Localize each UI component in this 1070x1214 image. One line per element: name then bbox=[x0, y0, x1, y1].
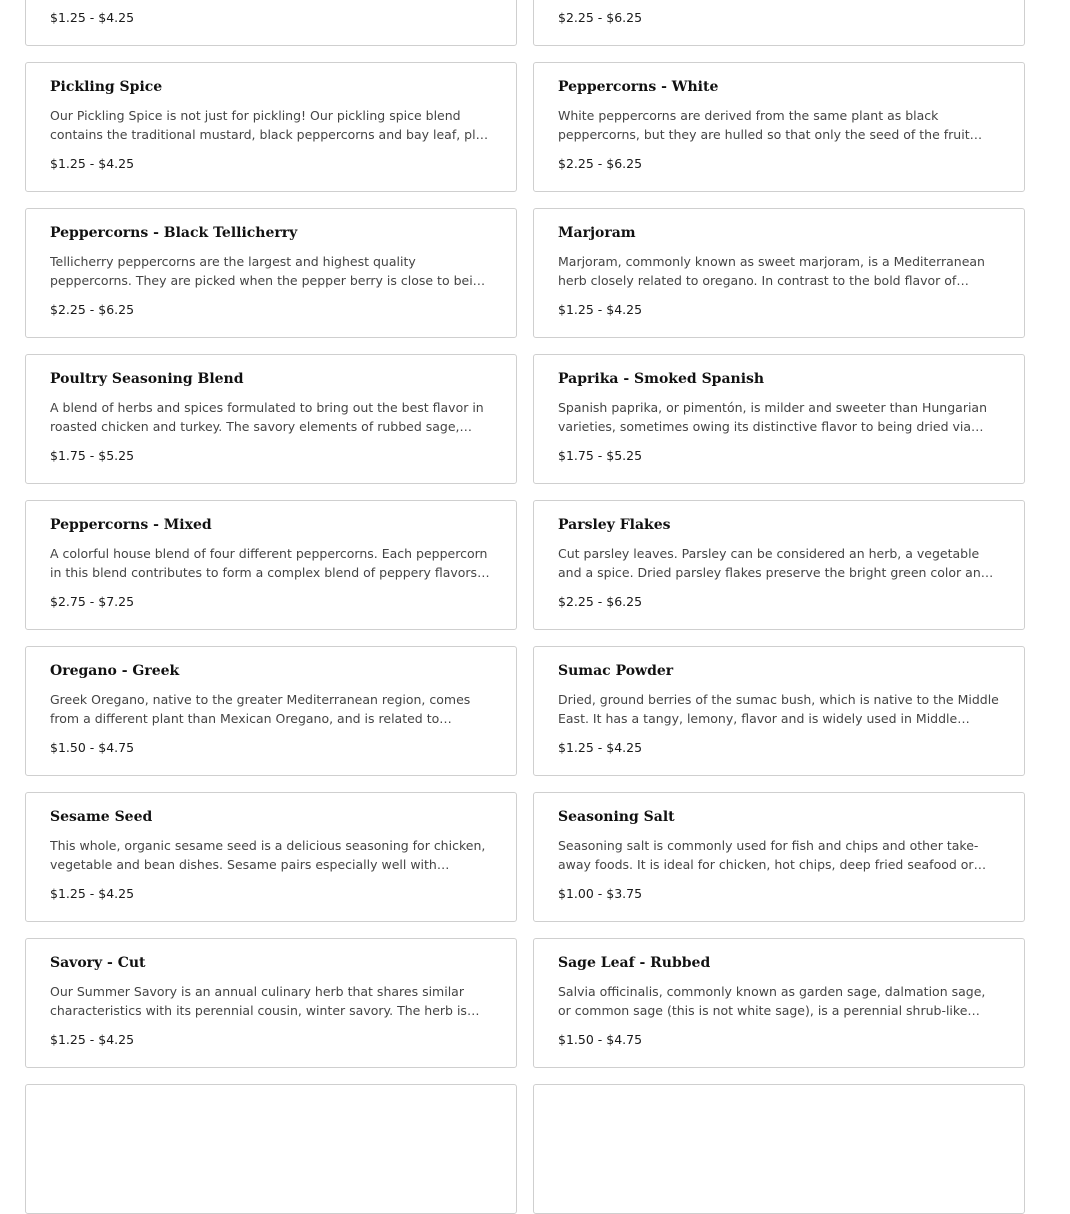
menu-item-card[interactable] bbox=[25, 0, 517, 46]
menu-item-card[interactable] bbox=[25, 646, 517, 776]
menu-item-card[interactable] bbox=[533, 500, 1025, 630]
item-price: $1.25 - $4.25 bbox=[558, 302, 643, 317]
item-name: Seasoning Salt bbox=[558, 809, 675, 825]
menu-item-card[interactable] bbox=[25, 1084, 517, 1214]
menu-item-card[interactable] bbox=[25, 500, 517, 630]
item-price: $1.25 - $4.25 bbox=[558, 740, 643, 755]
menu-item-card[interactable] bbox=[533, 0, 1025, 46]
item-description: Tellicherry peppercorns are the largest and highest quality peppercorns. They are picked when the pepper berry is close to being bbox=[50, 254, 489, 288]
item-price: $1.25 - $4.25 bbox=[50, 10, 135, 25]
item-description: Cut parsley leaves. Parsley can be considered an herb, a vegetable and a spice. Dried parsley flakes preserve the bright green color and bbox=[558, 546, 989, 580]
item-price: $1.75 - $5.25 bbox=[558, 448, 643, 463]
item-description: Spanish paprika, or pimentón, is milder and sweeter than Hungarian varieties, sometimes owing its distinctive flavor to being dried via bbox=[558, 400, 988, 434]
menu-item-card[interactable] bbox=[25, 208, 517, 338]
item-price: $2.75 - $7.25 bbox=[50, 594, 135, 609]
item-name: Marjoram bbox=[558, 225, 636, 241]
item-description: Our Pickling Spice is not just for pickling! Our pickling spice blend contains the traditional mustard, black peppercorns and bay leaf, plus bbox=[50, 108, 491, 142]
menu-item-card[interactable] bbox=[25, 792, 517, 922]
item-price: $1.50 - $4.75 bbox=[50, 740, 135, 755]
item-name bbox=[558, 1100, 1000, 1118]
item-name: Peppercorns - White bbox=[558, 79, 719, 95]
item-name bbox=[50, 1100, 492, 1118]
item-description: A colorful house blend of four different peppercorns. Each peppercorn in this blend contributes to form a complex blend of peppery flavors… bbox=[50, 546, 490, 580]
item-name: Pickling Spice bbox=[50, 79, 163, 95]
menu-item-card[interactable] bbox=[25, 354, 517, 484]
item-description bbox=[558, 1128, 1000, 1166]
menu-items-grid bbox=[25, 0, 1025, 1214]
item-name: Savory - Cut bbox=[50, 955, 146, 971]
item-price: $1.25 - $4.25 bbox=[50, 156, 135, 171]
item-description bbox=[50, 1128, 492, 1166]
item-price: $2.25 - $6.25 bbox=[558, 594, 643, 609]
item-price: $1.00 - $3.75 bbox=[558, 886, 643, 901]
item-description: This whole, organic sesame seed is a delicious seasoning for chicken, vegetable and bean dishes. Sesame pairs especially well with bbox=[50, 838, 486, 872]
item-name: Sumac Powder bbox=[558, 663, 674, 679]
item-name: Peppercorns - Black Tellicherry bbox=[50, 225, 298, 241]
item-description: White peppercorns are derived from the same plant as black peppercorns, but they are hulled so that only the seed of the fruit bbox=[558, 108, 970, 142]
menu-item-card[interactable] bbox=[533, 1084, 1025, 1214]
menu-item-card[interactable] bbox=[533, 938, 1025, 1068]
item-price: $2.25 - $6.25 bbox=[558, 156, 643, 171]
menu-item-card[interactable] bbox=[533, 354, 1025, 484]
menu-item-card[interactable] bbox=[533, 646, 1025, 776]
item-price: $1.25 - $4.25 bbox=[50, 1032, 135, 1047]
item-name: Parsley Flakes bbox=[558, 517, 671, 533]
item-price: $1.75 - $5.25 bbox=[50, 448, 135, 463]
item-description: Seasoning salt is commonly used for fish and chips and other take-away foods. It is ideal for chicken, hot chips, deep fried seafood or bbox=[558, 838, 979, 872]
menu-item-card[interactable] bbox=[25, 62, 517, 192]
item-description: Marjoram, commonly known as sweet marjoram, is a Mediterranean herb closely related to oregano. In contrast to the bold flavor of bbox=[558, 254, 985, 288]
item-name: Peppercorns - Mixed bbox=[50, 517, 212, 533]
item-name: Sesame Seed bbox=[50, 809, 153, 825]
item-description: Greek Oregano, native to the greater Mediterranean region, comes from a different plant than Mexican Oregano, and is related to bbox=[50, 692, 471, 726]
menu-item-card[interactable] bbox=[533, 208, 1025, 338]
item-name: Sage Leaf - Rubbed bbox=[558, 955, 711, 971]
menu-item-card[interactable] bbox=[25, 938, 517, 1068]
item-description: A blend of herbs and spices formulated to bring out the best flavor in roasted chicken and turkey. The savory elements of rubbed sage, bbox=[50, 400, 484, 434]
item-price: $1.25 - $4.25 bbox=[50, 886, 135, 901]
item-price: $2.25 - $6.25 bbox=[50, 302, 135, 317]
item-price: $2.25 - $6.25 bbox=[558, 10, 643, 25]
menu-item-card[interactable] bbox=[533, 792, 1025, 922]
item-name: Oregano - Greek bbox=[50, 663, 180, 679]
item-description: Salvia officinalis, commonly known as garden sage, dalmation sage, or common sage (this is not white sage), is a perennial shrub-like bbox=[558, 984, 986, 1018]
item-description: Our Summer Savory is an annual culinary herb that shares similar characteristics with its perennial cousin, winter savory. The herb is bbox=[50, 984, 467, 1018]
item-price: $1.50 - $4.75 bbox=[558, 1032, 643, 1047]
menu-item-card[interactable] bbox=[533, 62, 1025, 192]
item-name: Poultry Seasoning Blend bbox=[50, 371, 244, 387]
item-description: Dried, ground berries of the sumac bush, which is native to the Middle East. It has a tangy, lemony, flavor and is widely used in Middle bbox=[558, 692, 999, 726]
item-name: Paprika - Smoked Spanish bbox=[558, 371, 765, 387]
